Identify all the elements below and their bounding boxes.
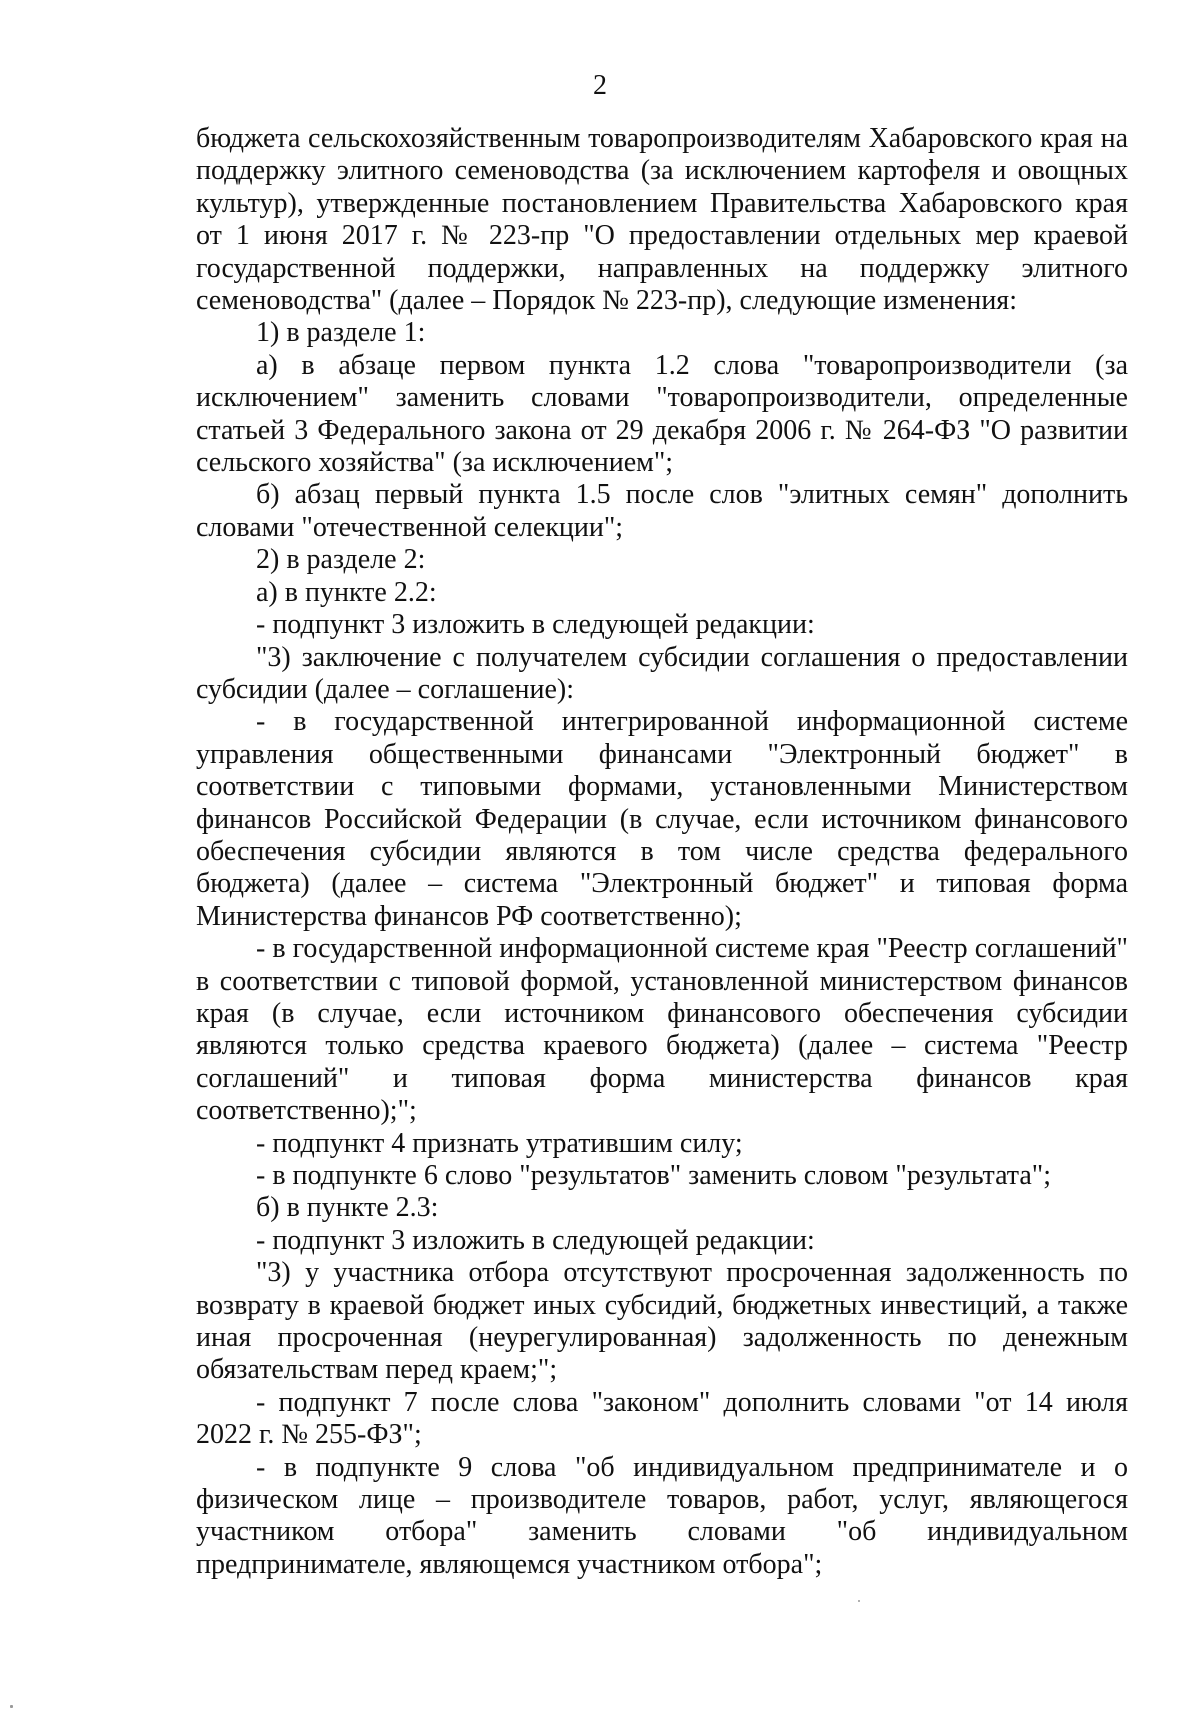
page-number: 2 (593, 70, 607, 101)
paragraph: "3) заключение с получателем субсидии соглашения о предоставлении субсидии (далее – соглашение): (196, 641, 1128, 705)
scan-speck (858, 1600, 860, 1602)
paragraph: а) в пункте 2.2: (256, 576, 437, 608)
paragraph: "3) у участника отбора отсутствуют просроченная задолженность по возврату в краевой бюджет иных субсидий, бюджетных инвестиций, а также иная просроченная (неурегулированная) задолженность по денежным обязательствам перед краем;"; (196, 1257, 1128, 1386)
paragraph: а) в абзаце первом пункта 1.2 слова "товаропроизводители (за исключением" заменить словами "товаропроизводители, определенные статьей 3 Федерального закона от 29 декабря 2006 г. № 264-ФЗ "О развитии сельского хозяйства" (за исключением"; (196, 349, 1128, 479)
paragraph: - в подпункте 9 слова "об индивидуальном предпринимателе и о физическом лице – производителе товаров, работ, услуг, являющегося участником отбора" заменить словами "об индивидуальном предпринимателе, являющемся участником отбора"; (196, 1451, 1128, 1580)
document-body (196, 123, 1128, 1581)
scan-speck (10, 1705, 13, 1708)
paragraph: б) в пункте 2.3: (256, 1192, 439, 1224)
paragraph: - в государственной информационной системе края "Реестр соглашений" в соответствии с типовой формой, установленной министерством финансов края (в случае, если источником финансового обеспечения субсидии являются только средства краевого бюджета) (далее – система "Реестр соглашений" и типовая форма министерства финансов края соответственно);"; (196, 933, 1128, 1127)
paragraph: - подпункт 3 изложить в следующей редакции: (256, 609, 815, 641)
paragraph: - в государственной интегрированной информационной системе управления общественными финансами "Электронный бюджет" в соответствии с типовыми формами, установленными Министерством финансов Российской Федерации (в случае, если источником финансового обеспечения субсидии являются в том числе средства федерального бюджета) (далее – система "Электронный бюджет" и типовая форма Министерства финансов РФ соответственно); (196, 706, 1128, 932)
paragraph: б) абзац первый пункта 1.5 после слов "элитных семян" дополнить словами "отечественной селекции"; (196, 479, 1128, 543)
paragraph: - подпункт 4 признать утратившим силу; (256, 1127, 743, 1159)
paragraph: 2) в разделе 2: (256, 544, 426, 576)
paragraph: бюджета сельскохозяйственным товаропроизводителям Хабаровского края на поддержку элитного семеноводства (за исключением картофеля и овощных культур), утвержденные постановлением Правительства Хабаровского края от 1 июня 2017 г. № 223-пр "О предоставлении отдельных мер краевой государственной поддержки, направленных на поддержку элитного семеноводства" (далее – Порядок № 223-пр), следующие изменения: (196, 123, 1128, 317)
paragraph: - подпункт 7 после слова "законом" дополнить словами "от 14 июля 2022 г. № 255-ФЗ"; (196, 1386, 1128, 1451)
paragraph: - подпункт 3 изложить в следующей редакции: (256, 1224, 815, 1256)
paragraph: - в подпункте 6 слово "результатов" заменить словом "результата"; (256, 1160, 1052, 1191)
paragraph: 1) в разделе 1: (256, 317, 426, 349)
